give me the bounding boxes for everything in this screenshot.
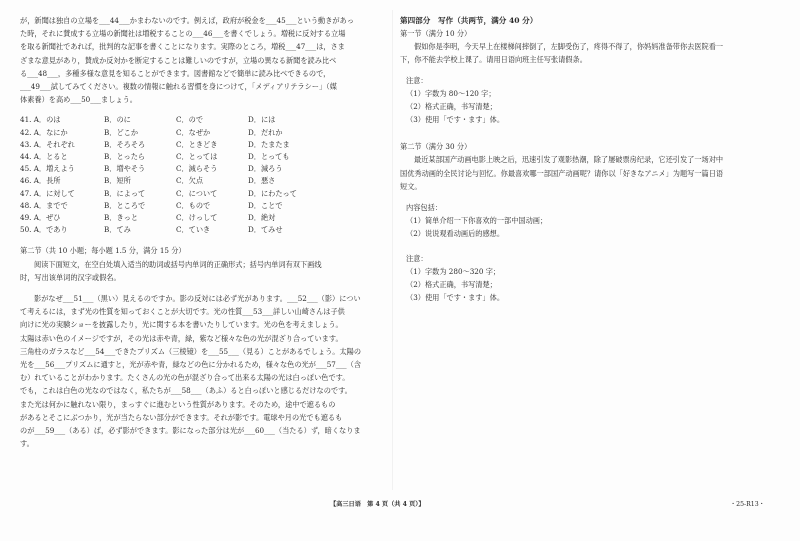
option-d: D．にわたって: [248, 188, 297, 198]
option-d: D．減ろう: [248, 164, 283, 174]
passage-line: のが___59___（ある）ば，必ず影ができます。影になった部分は光が___60___（当たる）ず，暗くなりま: [20, 426, 361, 436]
writing-prompt-line: 最近某部国产动画电影上映之后，迅速引发了观影热潮，除了屡破票房纪录，它还引发了一场对中: [414, 155, 724, 165]
passage-line: す。: [20, 439, 34, 449]
option-d: D．とっても: [248, 152, 290, 162]
note-item: （1）字数为 80～120 字；: [406, 89, 496, 99]
passage-line: を取る新聞社であれば，批判的な記事を書くことになります。実際のところ，増税___47___は，さま: [20, 42, 345, 52]
question-row: [20, 127, 382, 139]
option-c: C．ときどき: [176, 139, 218, 149]
note-item: （1）字数为 280～320 字；: [406, 267, 501, 277]
passage-line: た時，それに賛成する立場の新聞社は増税することの___46___を書くでしょう。増税に反対する立場: [20, 29, 346, 39]
option-b: B．ところで: [104, 200, 146, 210]
passage-line: があるとそこにぶつかり，光が当たらない部分ができます。それが影です。電球や月の光でも遮るも: [20, 412, 343, 422]
note-item: （3）使用「です・ます」体。: [406, 115, 505, 125]
option-d: D．には: [248, 115, 276, 125]
passage-line: また光は何かに触れない限り，まっすぐに進むという性質があります。そのため，途中で遮るもの: [20, 399, 336, 409]
question-row: [20, 114, 382, 126]
passage-line: 体素養）を高め___50___ましょう。: [20, 95, 137, 105]
passage-line: る___48___，多種多様な意見を知ることができます。図書館などで簡単に読み比べできるので，: [20, 68, 331, 78]
question-row: [20, 200, 382, 212]
left-column: [20, 14, 382, 451]
option-a: 49. A．ぜひ: [20, 213, 61, 223]
writing-section-2: [400, 140, 780, 193]
right-column: [400, 14, 780, 304]
option-a: 46. A．長所: [20, 176, 61, 186]
exam-code: ・25-R13・: [730, 501, 765, 508]
option-a: 48. A．までで: [20, 200, 68, 210]
option-d: D．絶対: [248, 213, 276, 223]
option-b: B．そろそろ: [104, 139, 146, 149]
passage-line: ___49___試してみてください。複数の情報に触れる習慣を身につけて，「メディアリテラシー」（媒: [20, 82, 337, 92]
option-a: 50. A．であり: [20, 225, 68, 235]
passage-line: 太陽は赤い色のイメージですが，その光は赤や青，緑，紫など様々な色の光が混ざり合っています。: [20, 333, 343, 343]
content-item: （1）简单介绍一下你喜欢的一部中国动画；: [406, 216, 548, 226]
option-c: C．とっては: [176, 152, 218, 162]
option-a: 47. A．に対して: [20, 188, 75, 198]
passage-line: ざまな意見があり，賛成か反対かを断定することは難しいのですが，立場の異なる新聞を読み比べ: [20, 55, 337, 65]
option-d: D．悪さ: [248, 176, 276, 186]
option-c: C．減らそう: [176, 164, 218, 174]
section-1-notes: [400, 74, 780, 126]
section-2-title: 第二节（共 10 小题；每小题 1.5 分，满分 15 分）: [20, 246, 186, 256]
passage-line: て考えるには，まず光の性質を知っておくことが大切です。光の性質___53___詳しい山崎さんは子供: [20, 307, 345, 317]
content-title: 内容包括：: [406, 203, 442, 213]
option-c: C．なぜか: [176, 127, 211, 137]
question-row: [20, 151, 382, 163]
writing-section-2-title: 第二节（满分 30 分）: [400, 142, 472, 152]
writing-section-1-title: 第一节（满分 10 分）: [400, 29, 472, 38]
question-row: [20, 212, 382, 224]
question-row: [20, 175, 382, 187]
option-c: C．欠点: [176, 176, 204, 186]
note-item: （3）使用「です・ます」体。: [406, 293, 505, 303]
passage-line: 三角柱のガラスなど___54___できたプリズム（三棱镜）を___55___（見る）ことがあるでしょう。太陽の: [20, 346, 362, 356]
writing-prompt-line: 国优秀动画的全民讨论与回忆。你最喜欢哪一部国产动画呢？请你以「好きなアニメ」为题写一篇日语: [400, 168, 724, 178]
reading-passage-2: [20, 292, 382, 450]
option-a: 45. A．増えよう: [20, 164, 75, 174]
option-c: C．もので: [176, 200, 211, 210]
page-footer: [0, 497, 800, 515]
question-row: [20, 188, 382, 200]
reading-passage-1: [20, 14, 382, 106]
question-row: [20, 139, 382, 151]
option-b: B．増やそう: [104, 164, 146, 174]
writing-prompt-line: 下，你不能去学校上课了。请用日语向班主任写张请假条。: [400, 55, 587, 65]
option-b: B．どこか: [104, 127, 139, 137]
option-d: D．てみせ: [248, 225, 283, 235]
passage-line: が，新聞は独自の立場を___44___かまわないのです。例えば，政府が税金を___45___という動きがあっ: [20, 16, 354, 25]
option-a: 42. A．なにか: [20, 127, 68, 137]
choice-questions: [20, 114, 382, 236]
passage-line: 光を___56___プリズムに通すと，光が赤や青，緑などの色に分かれるため，様々な色の光が___57___（含: [20, 360, 362, 370]
question-row: [20, 224, 382, 236]
section-2-content: [400, 201, 780, 240]
option-d: D．だれか: [248, 127, 283, 137]
writing-prompt-line: 假如你是李明，今天早上在楼梯间摔倒了，左脚受伤了，疼得不得了，你妈妈准备带你去医院看一: [414, 42, 724, 51]
section-2-instruction: 时，写出该单词的汉字或假名。: [20, 272, 121, 282]
note-item: （2）格式正确，书写清楚；: [406, 280, 497, 290]
option-d: D．たまたま: [248, 139, 290, 149]
option-b: B．てみ: [104, 225, 131, 235]
column-divider: [392, 10, 393, 490]
part-4-title: 第四部分 写作（共两节，满分 40 分）: [400, 16, 538, 25]
writing-prompt-line: 短文。: [400, 181, 422, 191]
passage-line: 影がなぜ___51___（黒い）見えるのですか。影の反対には必ず光があります。___52___（影）につい: [34, 294, 361, 304]
option-c: C．ていき: [176, 225, 211, 235]
option-b: B．によって: [104, 188, 146, 198]
option-a: 44. A．とると: [20, 152, 68, 162]
option-a: 43. A．それぞれ: [20, 139, 75, 149]
option-a: 41. A．のは: [20, 115, 61, 125]
note-item: （2）格式正确，书写清楚；: [406, 102, 497, 112]
notes-title: 注意：: [406, 254, 428, 264]
option-b: B．のに: [104, 115, 131, 125]
section-2-instruction: 阅读下面短文，在空白处填入适当的助词或括号内单词的正确形式；括号内单词有双下画线: [34, 259, 322, 269]
page-number: 【高三日语 第 4 页（共 4 页）】: [330, 501, 425, 508]
option-d: D．ことで: [248, 200, 283, 210]
option-b: B．きっと: [104, 213, 139, 223]
option-b: B．とったら: [104, 152, 146, 162]
passage-line: 向けに光の実験ショーを披露したり，光に関する本を書いたりしています。光の色を考えましょう。: [20, 320, 343, 330]
question-row: [20, 163, 382, 175]
section-2-notes: [400, 252, 780, 304]
passage-line: でも，これは白色の光なのではなく，私たちが___58___（あふ）ると白っぽいと感じるだけなのです。: [20, 386, 352, 396]
option-c: C．ので: [176, 115, 204, 125]
option-b: B．短所: [104, 176, 131, 186]
passage-line: む）れていることがわかります。たくさんの光の色が混ざり合って出来る太陽の光は白っぽい色です。: [20, 373, 350, 383]
option-c: C．について: [176, 188, 218, 198]
notes-title: 注意：: [406, 76, 428, 86]
option-c: C．けっして: [176, 213, 218, 223]
content-item: （2）说说观看动画后的感想。: [406, 229, 505, 239]
